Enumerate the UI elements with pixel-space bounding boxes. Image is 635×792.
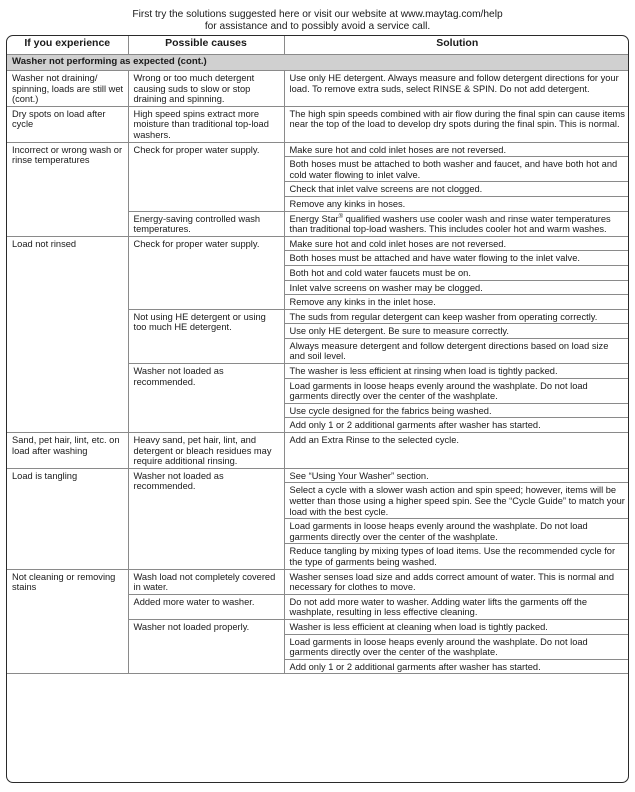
solution-cell [284,211,629,236]
solution-cell: Use cycle designed for the fabrics being washed. [284,403,629,418]
cause-cell: High speed spins extract more moisture than traditional top-load washers. [128,106,284,142]
solution-cell: Use only HE detergent. Be sure to measure correctly. [284,324,629,339]
problem-cell: Incorrect or wrong wash or rinse temperatures [7,142,128,236]
cause-cell: Wash load not completely covered in water. [128,569,284,594]
cause-cell: Energy-saving controlled wash temperatures. [128,211,284,236]
solution-text: qualified washers use cooler wash and rinse water temperatures than traditional top-load washers. This includes cooler hot and warm washes. [289,213,611,235]
solution-cell: Both hot and cold water faucets must be on. [284,265,629,280]
problem-cell: Load not rinsed [7,236,128,432]
table-row [7,236,629,251]
cause-cell: Wrong or too much detergent causing suds to slow or stop draining and spinning. [128,71,284,107]
intro-text [0,9,635,33]
solution-cell: Reduce tangling by mixing types of load items. Use the recommended cycle for the type of garments being washed. [284,544,629,569]
solution-cell: Add only 1 or 2 additional garments after washer has started. [284,418,629,433]
solution-cell: The high spin speeds combined with air flow during the final spin can cause items near the top of the load to develop dry spots during the final spin. This is normal. [284,106,629,142]
section-row [7,55,629,71]
problem-cell: Dry spots on load after cycle [7,106,128,142]
solution-cell: Both hoses must be attached and have water flowing to the inlet valve. [284,251,629,266]
intro-line-2: for assistance and to possibly avoid a service call. [204,21,431,32]
table-row [7,71,629,107]
cause-cell: Added more water to washer. [128,594,284,619]
troubleshooting-table-frame [6,35,629,783]
cause-cell: Washer not loaded properly. [128,619,284,673]
solution-cell: Make sure hot and cold inlet hoses are not reversed. [284,142,629,157]
header-solution: Solution [284,36,629,55]
troubleshooting-table [7,36,629,674]
solution-cell: See “Using Your Washer” section. [284,468,629,483]
solution-cell: Both hoses must be attached to both washer and faucet, and have both hot and cold water flowing to inlet valve. [284,157,629,182]
cause-cell: Not using HE detergent or using too much HE detergent. [128,309,284,363]
table-row [7,569,629,594]
cause-cell: Washer not loaded as recommended. [128,364,284,433]
solution-cell: Load garments in loose heaps evenly around the washplate. Do not load garments directly over the center of the washplate. [284,634,629,659]
problem-cell: Sand, pet hair, lint, etc. on load after washing [7,433,128,469]
solution-cell: Select a cycle with a slower wash action and spin speed; however, items will be wetter than those using a higher speed spin. See the “Cycle Guide” to match your load with the best cycle. [284,483,629,519]
solution-cell: Use only HE detergent. Always measure and follow detergent directions for your load. To remove extra suds, select RINSE & SPIN. Do not add detergent. [284,71,629,107]
section-title: Washer not performing as expected (cont.) [7,55,629,71]
header-possible-causes: Possible causes [128,36,284,55]
solution-cell: Always measure detergent and follow detergent directions based on load size and soil level. [284,338,629,363]
solution-text: Energy Star [289,213,339,224]
table-row [7,142,629,157]
table-row [7,433,629,469]
solution-cell: The suds from regular detergent can keep washer from operating correctly. [284,309,629,324]
cause-cell: Check for proper water supply. [128,142,284,211]
solution-cell: The washer is less efficient at rinsing when load is tightly packed. [284,364,629,379]
solution-cell: Inlet valve screens on washer may be clogged. [284,280,629,295]
cause-cell: Check for proper water supply. [128,236,284,309]
solution-cell: Load garments in loose heaps evenly around the washplate. Do not load garments directly over the center of the washplate. [284,378,629,403]
solution-cell: Do not add more water to washer. Adding water lifts the garments off the washplate, resulting in less effective cleaning. [284,594,629,619]
table-row [7,468,629,483]
solution-cell: Make sure hot and cold inlet hoses are not reversed. [284,236,629,251]
problem-cell: Not cleaning or removing stains [7,569,128,674]
problem-cell: Load is tangling [7,468,128,569]
table-row [7,106,629,142]
header-if-you-experience: If you experience [7,36,128,55]
solution-cell: Remove any kinks in the inlet hose. [284,295,629,310]
solution-cell: Washer is less efficient at cleaning when load is tightly packed. [284,619,629,634]
problem-cell: Washer not draining/ spinning, loads are still wet (cont.) [7,71,128,107]
solution-cell: Add an Extra Rinse to the selected cycle. [284,433,629,469]
solution-cell: Check that inlet valve screens are not clogged. [284,182,629,197]
solution-cell: Remove any kinks in hoses. [284,196,629,211]
solution-cell: Load garments in loose heaps evenly around the washplate. Do not load garments directly over the center of the washplate. [284,519,629,544]
cause-cell: Heavy sand, pet hair, lint, and detergent or bleach residues may require additional rinsing. [128,433,284,469]
solution-cell: Add only 1 or 2 additional garments after washer has started. [284,659,629,674]
cause-cell: Washer not loaded as recommended. [128,468,284,569]
table-header-row [7,36,629,55]
registered-mark: ® [338,213,344,220]
intro-line-1: First try the solutions suggested here or visit our website at www.maytag.com/help [132,9,503,20]
solution-cell: Washer senses load size and adds correct amount of water. This is normal and necessary for clothes to move. [284,569,629,594]
